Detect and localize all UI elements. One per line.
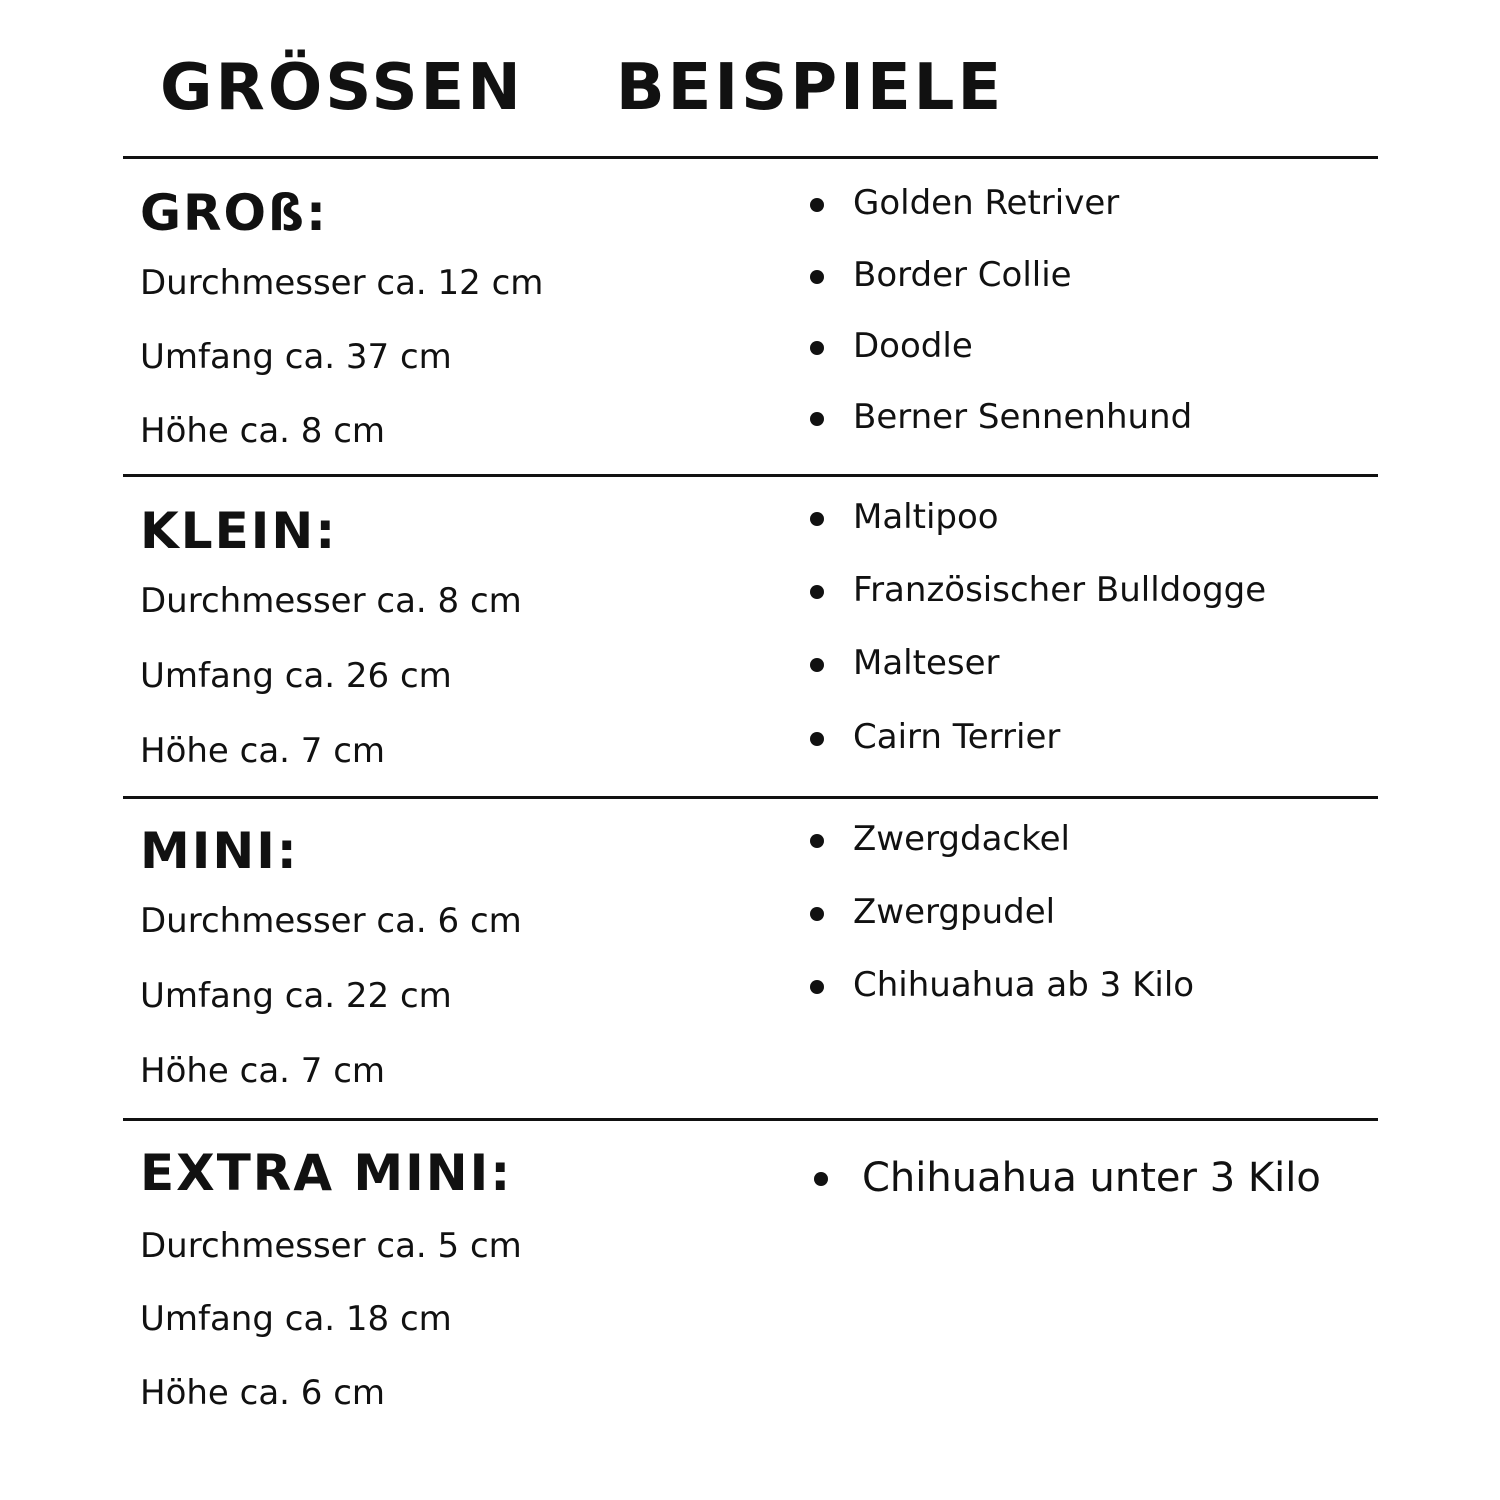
- breed-item: Border Collie: [853, 255, 1072, 295]
- bullet-icon: [810, 907, 824, 921]
- dimension-circumference: Umfang ca. 18 cm: [140, 1299, 452, 1339]
- bullet-icon: [810, 341, 824, 355]
- breed-item: Doodle: [853, 326, 973, 366]
- dimension-diameter: Durchmesser ca. 12 cm: [140, 263, 544, 303]
- bullet-icon: [810, 980, 824, 994]
- dimension-height: Höhe ca. 8 cm: [140, 411, 386, 451]
- section-title-klein: KLEIN:: [140, 502, 338, 560]
- breed-item: Malteser: [853, 643, 1000, 683]
- bullet-icon: [810, 585, 824, 599]
- section-title-gross: GROß:: [140, 184, 329, 242]
- dimension-diameter: Durchmesser ca. 6 cm: [140, 901, 522, 941]
- breed-item: Golden Retriver: [853, 183, 1120, 223]
- divider: [123, 1118, 1378, 1121]
- header-examples-label: BEISPIELE: [615, 51, 1005, 125]
- breed-item: Maltipoo: [853, 497, 999, 537]
- dimension-height: Höhe ca. 6 cm: [140, 1373, 386, 1413]
- bullet-icon: [810, 834, 824, 848]
- bullet-icon: [810, 658, 824, 672]
- divider: [123, 796, 1378, 799]
- dimension-diameter: Durchmesser ca. 8 cm: [140, 581, 522, 621]
- divider: [123, 474, 1378, 477]
- dimension-diameter: Durchmesser ca. 5 cm: [140, 1226, 522, 1266]
- breed-item: Französischer Bulldogge: [853, 570, 1267, 610]
- page-header: [160, 48, 1004, 128]
- breed-item: Zwergdackel: [853, 819, 1070, 859]
- section-title-extra-mini: EXTRA MINI:: [140, 1144, 513, 1202]
- bullet-icon: [810, 198, 824, 212]
- dimension-circumference: Umfang ca. 22 cm: [140, 976, 452, 1016]
- section-title-mini: MINI:: [140, 822, 299, 880]
- breed-item: Zwergpudel: [853, 892, 1056, 932]
- breed-item: Chihuahua unter 3 Kilo: [862, 1155, 1321, 1201]
- breed-item: Chihuahua ab 3 Kilo: [853, 965, 1195, 1005]
- breed-item: Cairn Terrier: [853, 717, 1061, 757]
- dimension-height: Höhe ca. 7 cm: [140, 1051, 386, 1091]
- breed-item: Berner Sennenhund: [853, 397, 1193, 437]
- bullet-icon: [810, 512, 824, 526]
- bullet-icon: [814, 1172, 828, 1186]
- bullet-icon: [810, 270, 824, 284]
- dimension-circumference: Umfang ca. 37 cm: [140, 337, 452, 377]
- dimension-circumference: Umfang ca. 26 cm: [140, 656, 452, 696]
- header-sizes-label: GRÖSSEN: [160, 51, 524, 125]
- dimension-height: Höhe ca. 7 cm: [140, 731, 386, 771]
- divider: [123, 156, 1378, 159]
- bullet-icon: [810, 412, 824, 426]
- bullet-icon: [810, 732, 824, 746]
